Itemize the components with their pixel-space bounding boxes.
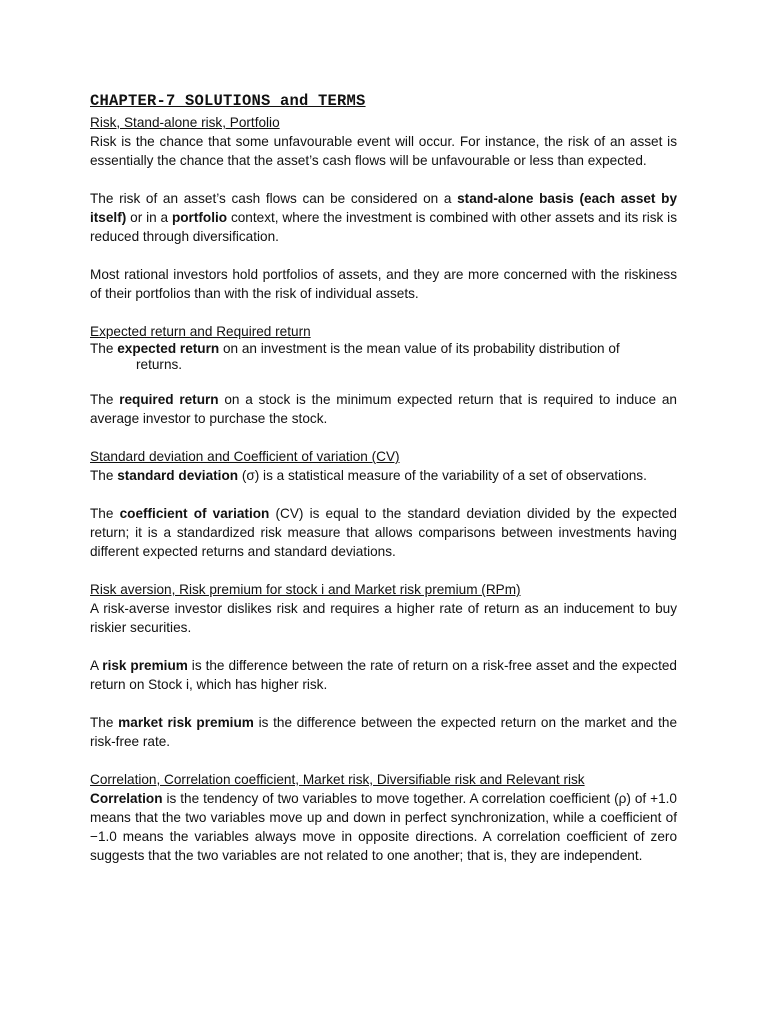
paragraph-standard-deviation: The standard deviation (σ) is a statistical measure of the variability of a set of observations. [90, 468, 647, 483]
paragraph-market-risk-premium: The market risk premium is the difference between the expected return on the market and the risk-free rate. [90, 715, 678, 749]
term-portfolio: portfolio [171, 210, 228, 225]
term-stand-alone-basis: stand-alone basis (each asset by itself) [90, 191, 678, 225]
section-heading-std-dev-cv: Standard deviation and Coefficient of variation (CV) [90, 449, 400, 464]
term-correlation: Correlation [90, 791, 163, 806]
term-required-return: required return [119, 392, 219, 407]
section-heading-risk: Risk, Stand-alone risk, Portfolio [90, 115, 280, 130]
paragraph-rational-investors: Most rational investors hold portfolios of assets, and they are more concerned with the riskiness of their portfolios than with the risk of individual assets. [90, 267, 677, 301]
term-standard-deviation: standard deviation [117, 468, 239, 483]
document-body [90, 92, 677, 865]
paragraph-coefficient-of-variation: The coefficient of variation (CV) is equal to the standard deviation divided by the expected return; it is a standardized risk measure that allows comparisons between investments having different expected returns and standard deviations. [90, 506, 677, 559]
paragraph-expected-return: The expected return on an investment is the mean value of its probability distribution of returns. [90, 341, 620, 372]
paragraph-risk-definition: Risk is the chance that some unfavourable event will occur. For instance, the risk of an asset is essentially the chance that the asset’s cash flows will be unfavourable or less than expected. [90, 134, 677, 168]
paragraph-stand-alone-portfolio: The risk of an asset’s cash flows can be considered on a stand-alone basis (each asset by itself) or in a portfolio context, where the investment is combined with other assets and its risk is reduced through diversification. [90, 191, 678, 244]
paragraph-risk-premium: A risk premium is the difference between the rate of return on a risk-free asset and the expected return on Stock i, which has higher risk. [90, 658, 677, 692]
term-expected-return: expected return [117, 341, 220, 356]
section-heading-correlation: Correlation, Correlation coefficient, Market risk, Diversifiable risk and Relevant risk [90, 772, 585, 787]
paragraph-risk-averse-investor: A risk-averse investor dislikes risk and requires a higher rate of return as an inducement to buy riskier securities. [90, 601, 677, 635]
term-coefficient-of-variation: coefficient of variation [119, 506, 270, 521]
section-heading-risk-aversion: Risk aversion, Risk premium for stock i and Market risk premium (RPm) [90, 582, 521, 597]
paragraph-required-return: The required return on a stock is the minimum expected return that is required to induce an average investor to purchase the stock. [90, 392, 677, 426]
paragraph-correlation: Correlation is the tendency of two variables to move together. A correlation coefficient (ρ) of +1.0 means that the two variables move up and down in perfect synchronization, while a coefficient of −1.0 means the variables always move in opposite directions. A correlation coefficient of zero suggests that the two variables are not related to one another; that is, they are independent. [90, 791, 677, 863]
chapter-title: CHAPTER-7 SOLUTIONS and TERMS [90, 92, 366, 110]
term-risk-premium: risk premium [102, 658, 188, 673]
term-market-risk-premium: market risk premium [118, 715, 254, 730]
section-heading-expected-required-return: Expected return and Required return [90, 324, 311, 339]
